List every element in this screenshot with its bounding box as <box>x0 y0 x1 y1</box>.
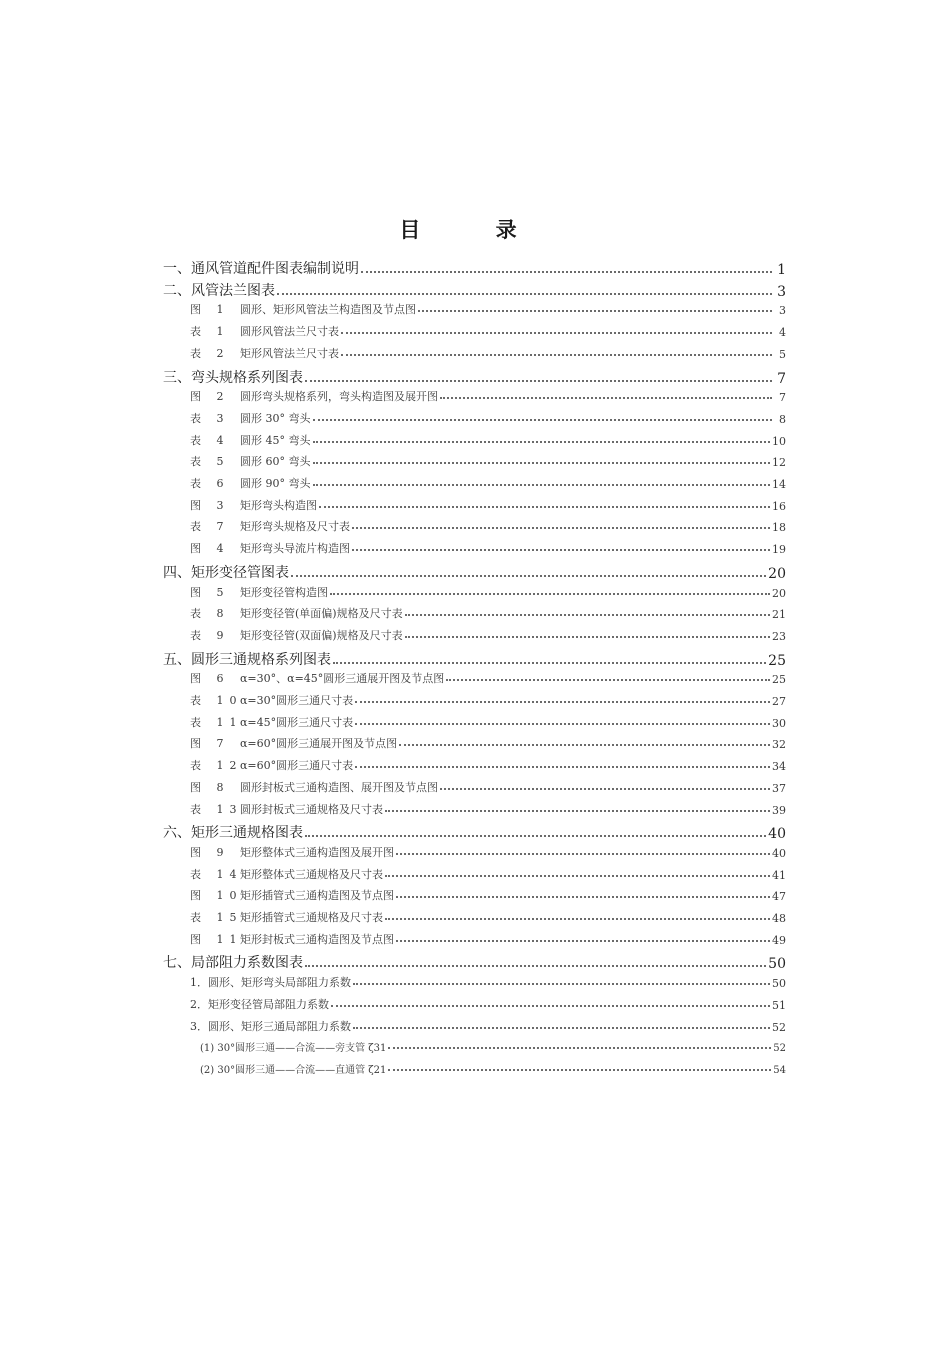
toc-page-number: 25 <box>772 673 786 687</box>
toc-page-number: 7 <box>777 370 786 387</box>
toc-page-number: 50 <box>768 956 786 973</box>
dot-leader <box>355 723 770 725</box>
dot-leader <box>355 766 770 768</box>
toc-item-entry <box>190 605 786 621</box>
toc-item-entry <box>190 844 786 860</box>
toc-entry-label: 七、局部阻力系数图表 <box>163 955 303 972</box>
toc-item-entry <box>190 410 786 426</box>
toc-page-number: 41 <box>772 868 786 882</box>
toc-page-number: 47 <box>772 890 786 904</box>
dot-leader <box>277 293 772 295</box>
toc-item-number: 表 14 <box>190 867 243 881</box>
toc-entry-label: α=60°圆形三通展开图及节点图 <box>240 737 398 751</box>
dot-leader <box>291 575 766 577</box>
dot-leader <box>333 662 766 664</box>
toc-page-number: 23 <box>772 629 786 643</box>
dot-leader <box>396 940 770 942</box>
toc-item-number: 表 7 <box>190 520 230 534</box>
dot-leader <box>319 506 770 508</box>
toc-item-number: 表 13 <box>190 802 243 816</box>
toc-item-entry <box>190 432 786 448</box>
toc-item-entry <box>190 931 786 947</box>
dot-leader <box>388 1069 771 1071</box>
toc-page-number: 4 <box>779 326 786 340</box>
toc-page-number: 20 <box>772 586 786 600</box>
toc-entry-label: α=30°圆形三通尺寸表 <box>240 694 354 707</box>
toc-page-number: 27 <box>772 695 786 708</box>
dot-leader <box>331 1005 770 1007</box>
toc-item-entry <box>190 627 786 643</box>
dot-leader <box>361 271 772 273</box>
toc-entry-label: 二、风管法兰图表 <box>163 282 275 299</box>
toc-item-number: 图 10 <box>190 889 243 903</box>
toc-entry-label: 矩形弯头构造图 <box>240 498 317 512</box>
toc-section-entry <box>163 367 786 387</box>
dot-leader <box>313 462 771 464</box>
toc-entry-label: 矩形整体式三通规格及尺寸表 <box>240 867 383 881</box>
toc-page-number: 37 <box>772 781 786 795</box>
toc-item-entry <box>190 909 786 925</box>
toc-item-number: 图 5 <box>190 585 230 599</box>
toc-item-entry <box>190 540 786 556</box>
dot-leader <box>352 549 770 551</box>
toc-item-number: 图 9 <box>190 845 230 859</box>
toc-item-entry <box>190 779 786 795</box>
toc-entry-label: 1．圆形、矩形弯头局部阻力系数 <box>190 976 351 990</box>
toc-entry-label: 矩形整体式三通构造图及展开图 <box>240 845 394 859</box>
toc-item-entry <box>190 301 786 317</box>
toc-page-number: 10 <box>772 434 786 448</box>
dot-leader <box>388 1047 771 1049</box>
toc-page-number: 25 <box>768 652 786 669</box>
toc-item-number: 图 2 <box>190 390 230 404</box>
toc-item-entry <box>190 692 786 708</box>
toc-entry-label: α=30°、α=45°圆形三通展开图及节点图 <box>240 672 445 686</box>
toc-item-number: 图 1 <box>190 303 230 317</box>
toc-entry-label: 五、圆形三通规格系列图表 <box>163 651 331 668</box>
dot-leader <box>440 788 770 790</box>
toc-item-number: 表 11 <box>190 715 243 729</box>
toc-item-entry <box>190 323 786 339</box>
toc-entry-label: 矩形变径管构造图 <box>240 585 328 599</box>
toc-item-number: 表 1 <box>190 325 230 339</box>
dot-leader <box>305 380 772 382</box>
toc-page-number: 32 <box>772 738 786 752</box>
toc-page-number: 52 <box>772 1020 786 1034</box>
toc-page-number: 12 <box>772 456 786 470</box>
toc-page-number: 21 <box>772 608 786 622</box>
toc-page-number: 18 <box>772 521 786 535</box>
dot-leader <box>396 853 770 855</box>
toc-page-number: 50 <box>772 977 786 991</box>
dot-leader <box>405 614 770 616</box>
toc-item-number: 图 11 <box>190 932 243 946</box>
toc-page-number: 40 <box>772 846 786 860</box>
toc-item-entry <box>190 584 786 600</box>
toc-item-number: 图 4 <box>190 542 230 556</box>
toc-page-number: 19 <box>772 543 786 557</box>
toc-section-entry <box>163 649 786 669</box>
toc-item-entry <box>190 866 786 882</box>
dot-leader <box>341 332 772 334</box>
dot-leader <box>405 636 770 638</box>
toc-section-entry <box>163 258 786 278</box>
toc-page-number: 54 <box>773 1064 786 1076</box>
toc-item-entry <box>190 757 786 773</box>
toc-item-entry <box>190 670 786 686</box>
toc-item-entry <box>190 453 786 469</box>
toc-item-number: 表 10 <box>190 694 243 707</box>
toc-item-entry <box>190 1018 786 1034</box>
dot-leader <box>396 896 770 898</box>
toc-entry-label: 矩形变径管(双面偏)规格及尺寸表 <box>240 628 403 642</box>
toc-item-entry <box>190 475 786 491</box>
dot-leader <box>353 983 770 985</box>
toc-entry-label: α=60°圆形三通尺寸表 <box>240 759 354 773</box>
toc-item-entry <box>190 887 786 903</box>
dot-leader <box>341 354 772 356</box>
toc-entry-label: 圆形封板式三通构造图、展开图及节点图 <box>240 780 438 794</box>
toc-section-entry <box>163 280 786 300</box>
toc-entry-label: α=45°圆形三通尺寸表 <box>240 715 354 729</box>
toc-entry-label: 圆形 60° 弯头 <box>240 455 311 469</box>
toc-item-entry <box>190 735 786 751</box>
toc-page-number: 16 <box>772 499 786 513</box>
dot-leader <box>313 441 771 443</box>
toc-page-number: 48 <box>772 912 786 925</box>
toc-page-number: 52 <box>773 1043 786 1055</box>
toc-entry-label: 矩形封板式三通构造图及节点图 <box>240 932 394 946</box>
toc-entry-label: 矩形弯头导流片构造图 <box>240 542 350 556</box>
toc-entry-label: 3．圆形、矩形三通局部阻力系数 <box>190 1019 351 1033</box>
toc-item-number: 图 8 <box>190 780 230 794</box>
toc-entry-label: 矩形插管式三通规格及尺寸表 <box>240 911 383 924</box>
toc-item-entry <box>190 345 786 361</box>
toc-page-number: 40 <box>768 826 786 843</box>
dot-leader <box>305 965 766 967</box>
dot-leader <box>385 875 770 877</box>
toc-page-number: 30 <box>772 716 786 730</box>
toc-item-number: 图 7 <box>190 737 230 751</box>
toc-entry-label: 圆形 45° 弯头 <box>240 433 311 447</box>
toc-item-entry <box>190 388 786 404</box>
dot-leader <box>352 527 770 529</box>
toc-item-number: 表 15 <box>190 911 243 924</box>
toc-page-number: 20 <box>768 565 786 582</box>
toc-entry-label: 一、通风管道配件图表编制说明 <box>163 261 359 277</box>
toc-item-entry <box>190 974 786 990</box>
toc-item-number: 表 4 <box>190 433 230 447</box>
dot-leader <box>385 918 770 920</box>
toc-entry-label: 矩形风管法兰尺寸表 <box>240 346 339 360</box>
toc-entry-label: 圆形风管法兰尺寸表 <box>240 325 339 339</box>
toc-item-number: 图 6 <box>190 672 230 686</box>
toc-entry-label: (2) 30°圆形三通——合流——直通管 ζ21 <box>200 1064 387 1076</box>
toc-section-entry <box>163 562 786 582</box>
toc-page-number: 49 <box>772 933 786 947</box>
toc-item-entry <box>200 1039 786 1054</box>
toc-page-number: 34 <box>772 760 786 774</box>
dot-leader <box>305 835 766 837</box>
dot-leader <box>313 419 773 421</box>
toc-item-entry <box>190 497 786 513</box>
toc-item-number: 表 9 <box>190 628 230 642</box>
toc-page-number: 39 <box>772 803 786 817</box>
toc-page-number: 14 <box>772 478 786 491</box>
toc-entry-label: 圆形、矩形风管法兰构造图及节点图 <box>240 303 416 317</box>
toc-entry-label: 矩形弯头规格及尺寸表 <box>240 520 350 534</box>
toc-entry-label: 2．矩形变径管局部阻力系数 <box>190 997 329 1011</box>
toc-entry-label: (1) 30°圆形三通——合流——旁支管 ζ31 <box>200 1043 387 1055</box>
toc-page-number: 3 <box>779 304 786 318</box>
toc-page-number: 3 <box>777 283 786 300</box>
toc-item-entry <box>190 518 786 534</box>
dot-leader <box>418 310 772 312</box>
toc-item-number: 表 5 <box>190 455 230 469</box>
dot-leader <box>330 593 770 595</box>
dot-leader <box>313 484 771 486</box>
toc-entry-label: 圆形 30° 弯头 <box>240 411 311 425</box>
toc-section-entry <box>163 822 786 842</box>
toc-entry-label: 矩形插管式三通构造图及节点图 <box>240 889 394 903</box>
toc-item-number: 表 3 <box>190 411 230 425</box>
dot-leader <box>399 744 770 746</box>
toc-entry-label: 四、矩形变径管图表 <box>163 564 289 581</box>
toc-entry-label: 圆形 90° 弯头 <box>240 477 311 490</box>
dot-leader <box>385 810 770 812</box>
dot-leader <box>353 1027 770 1029</box>
dot-leader <box>440 397 772 399</box>
dot-leader <box>355 701 770 703</box>
toc-item-number: 表 6 <box>190 477 230 490</box>
toc-section-entry <box>163 952 786 972</box>
toc-entry-label: 三、弯头规格系列图表 <box>163 369 303 386</box>
toc-page-number: 1 <box>777 262 786 278</box>
toc-entry-label: 圆形弯头规格系列，弯头构造图及展开图 <box>240 390 438 404</box>
toc-item-number: 表 12 <box>190 759 243 773</box>
toc-page-number: 5 <box>779 347 786 361</box>
toc-item-number: 表 8 <box>190 607 230 621</box>
toc-page-number: 51 <box>772 998 786 1012</box>
toc-item-number: 图 3 <box>190 498 230 512</box>
toc-entry-label: 矩形变径管(单面偏)规格及尺寸表 <box>240 607 403 621</box>
toc-entry-label: 圆形封板式三通规格及尺寸表 <box>240 802 383 816</box>
page-title: 目 录 <box>399 217 551 242</box>
toc-item-entry <box>190 801 786 817</box>
toc-item-entry <box>190 714 786 730</box>
toc-item-entry <box>200 1061 786 1076</box>
toc-page-number: 8 <box>779 412 786 426</box>
dot-leader <box>446 679 770 681</box>
toc-item-number: 表 2 <box>190 346 230 360</box>
toc-page-number: 7 <box>779 391 786 405</box>
toc-entry-label: 六、矩形三通规格图表 <box>163 825 303 842</box>
toc-item-entry <box>190 996 786 1012</box>
